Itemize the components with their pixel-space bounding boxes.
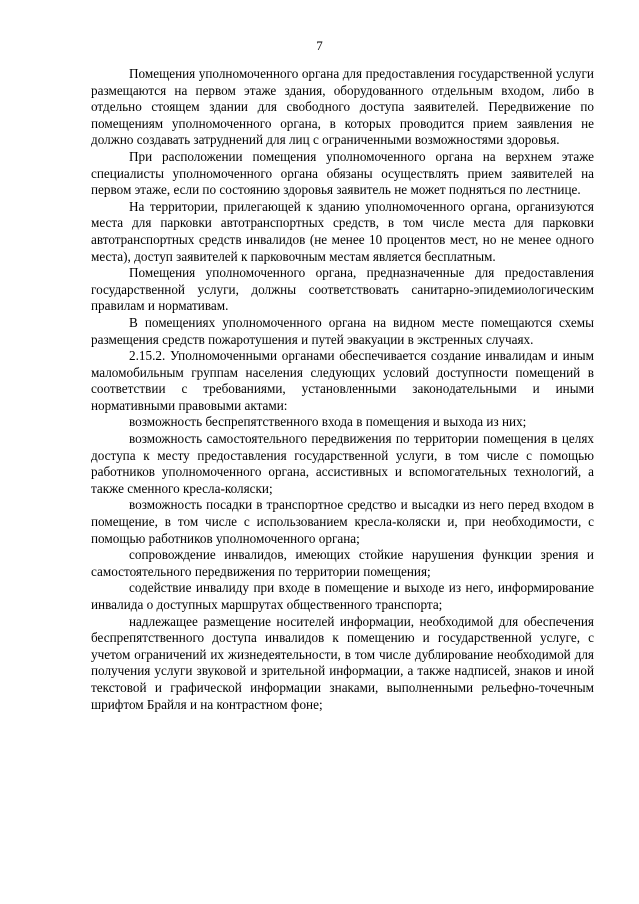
paragraph-premises-location: Помещения уполномоченного органа для предоставления государственной услуги размещаются на первом этаже здания, оборудованного отдельным входом, либо в отдельно стоящем здании для свободного доступа заявителей. Передвижение по помещениям уполномоченного органа, в которых проводится прием заявления не должно создавать затруднений для лиц с ограниченными возможностями здоровья.: [91, 66, 594, 148]
paragraph-section-2-15-2: 2.15.2. Уполномоченными органами обеспечивается создание инвалидам и иным маломобильным группам населения следующих условий доступности помещений в соответствии с требованиями, установленными законодательными и иными нормативными правовыми актами:: [91, 348, 594, 413]
paragraph-parking: На территории, прилегающей к зданию уполномоченного органа, организуются места для парковки автотранспортных средств, в том числе места для парковки автотранспортных средств инвалидов (не менее 10 процентов мест, но не менее одного места), доступ заявителей к парковочным местам является бесплатным.: [91, 198, 594, 264]
list-item-entry-exit: возможность беспрепятственного входа в помещения и выхода из них;: [129, 414, 527, 430]
paragraph-evacuation-schemes: В помещениях уполномоченного органа на видном месте помещаются схемы размещения средств пожаротушения и путей эвакуации в экстренных случаях.: [91, 314, 594, 347]
list-item-movement: возможность самостоятельного передвижения по территории помещения в целях доступа к месту предоставления государственной услуги, в том числе с помощью работников уполномоченного органа, ассистивных и вспомогательных технологий, а также сменного кресла-коляски;: [91, 431, 594, 496]
list-item-assistance: содействие инвалиду при входе в помещение и выходе из него, информирование инвалида о доступных маршрутах общественного транспорта;: [91, 580, 594, 612]
paragraph-sanitary-rules: Помещения уполномоченного органа, предназначенные для предоставления государственной услуги, должны соответствовать санитарно-эпидемиологическим правилам и нормативам.: [91, 265, 594, 314]
list-item-escort: сопровождение инвалидов, имеющих стойкие нарушения функции зрения и самостоятельного передвижения по территории помещения;: [91, 547, 594, 579]
page-number: 7: [316, 38, 323, 53]
document-body: [91, 66, 594, 713]
paragraph-upper-floor-reception: При расположении помещения уполномоченного органа на верхнем этаже специалисты уполномоченного органа обязаны осуществлять прием заявителей на первом этаже, если по состоянию здоровья заявитель не может подняться по лестнице.: [91, 148, 594, 198]
list-item-transport-boarding: возможность посадки в транспортное средство и высадки из него перед входом в помещение, в том числе с использованием кресла-коляски и, при необходимости, с помощью работников уполномоченного органа;: [91, 497, 594, 546]
list-item-information-media: надлежащее размещение носителей информации, необходимой для обеспечения беспрепятственного доступа инвалидов к помещению и государственной услуге, с учетом ограничений их жизнедеятельности, в том числе дублирование необходимой для получения услуги звуковой и зрительной информации, а также надписей, знаков и иной текстовой и графической информации знаками, выполненными рельефно-точечным шрифтом Брайля и на контрастном фоне;: [91, 613, 594, 712]
